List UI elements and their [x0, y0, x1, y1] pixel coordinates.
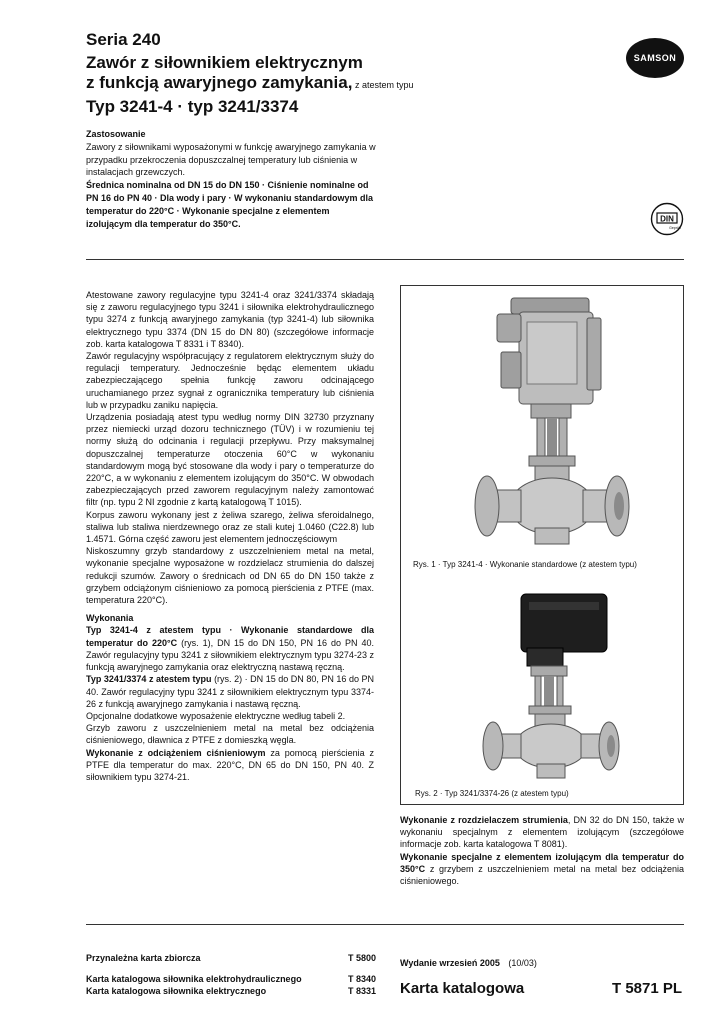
title-line-2 — [86, 73, 413, 93]
version-2-text: (rys. 2) · DN 15 do DN 80, PN 16 do PN 40. Zawór regulacyjny typu 3241 z siłownikiem elektrycznym typu 3374-26 z funkcją awaryjnego zamykania i nastawą ręczną. — [86, 674, 374, 709]
footer-row-collective — [86, 952, 376, 965]
right-paragraph-1-text: , DN 32 do DN 150, także w wykonaniu specjalnym z elementem izolującym (szczegółowe informacje zob. karta katalogowa T 8081). — [400, 815, 684, 850]
application-text: Zawory z siłownikami wyposażonymi w funkcję awaryjnego zamykania w przypadku przekroczenia dopuszczalnej temperatury lub ciśnienia w instalacjach grzewczych. — [86, 141, 376, 178]
paragraph-5: Niskoszumny grzyb standardowy z uszczelnieniem metal na metal, wykonanie specjalne wyposażone w rozdzielacz strumienia do dalszej redukcji szumów. Zawory o średnicach od DN 65 do DN 150 także z grzybem odciążonym ciśnieniowo za pomocą pierścienia z PTFE (max. temperatura 220°C). — [86, 546, 374, 606]
version-3-bold: Wykonanie z odciążeniem ciśnieniowym — [86, 747, 266, 758]
footer-row-electric — [86, 985, 376, 998]
paragraph-3: Urządzenia posiadają atest typu według normy DIN 32730 przyznany przez niemiecki urząd dozoru technicznego (TÜV) i w rozumieniu tej normy służą do odcinania i regulacji przepływu. Przy maksymalnej dopuszczalnej temperaturze otoczenia 60°C w wykonaniu standardowym mogą być stosowane dla wody i pary o temperaturze do 220°C, a w wykonaniu z elementem izolującym do 350°C. W obwodach zabezpieczających przed zaworem regulacyjnym należy zamontować filtr (np. typu 2 NI zgodnie z kartą katalogową T 1015). — [86, 412, 374, 508]
version-1 — [86, 624, 374, 673]
title-line-1: Zawór z siłownikiem elektrycznym — [86, 53, 363, 72]
version-2-bold: Typ 3241/3374 z atestem typu — [86, 674, 212, 685]
right-paragraph-2-text: z grzybem z uszczelnieniem metal na metal bez odciążenia ciśnieniowego. — [400, 863, 684, 887]
paragraph-7: Grzyb zaworu z uszczelnieniem metal na metal bez odciążenia ciśnieniowego, dławnica z PTFE z domieszką węgla. — [86, 723, 374, 746]
main-text-column — [86, 289, 374, 783]
edition-code: (10/03) — [508, 958, 537, 968]
version-2 — [86, 673, 374, 710]
footer-references — [86, 952, 376, 998]
application-heading: Zastosowanie — [86, 129, 146, 139]
valve-3241-4-image — [441, 292, 645, 554]
electrohydraulic-code: T 8340 — [347, 973, 376, 984]
figure-box — [400, 285, 684, 805]
edition-date: Wydanie wrzesień 2005 — [400, 958, 500, 968]
right-paragraph-2 — [400, 851, 684, 888]
version-3 — [86, 747, 374, 784]
title-suffix: z atestem typu — [352, 80, 414, 90]
samson-logo — [626, 38, 684, 78]
footer-row-electrohydraulic — [86, 973, 376, 986]
valve-3241-3374-image — [471, 588, 651, 784]
din-text: DIN — [660, 214, 674, 224]
application-section — [86, 128, 378, 230]
right-paragraph-2-bold: Wykonanie specjalne z elementem izolującym dla temperatur do 350°C — [400, 851, 684, 874]
paragraph-2: Zawór regulacyjny współpracujący z regulatorem elektrycznym służy do regulacji temperatury. Jednocześnie będąc elementem układu zabezpieczającego spełnia funkcję zaworu odcinającego uruchamianego przez sygnał z ogranicznika temperatury lub ciśnienia lub w przypadku zaniku napięcia. — [86, 351, 374, 410]
din-subtext: Geprüft — [669, 226, 681, 230]
electric-label: Karta katalogowa siłownika elektrycznego — [86, 986, 267, 997]
version-1-text: (rys. 1), DN 15 do DN 150, PN 16 do PN 40. Zawór regulacyjny typu 3241 z siłownikiem elektrycznym typu 3274-23 z funkcją awaryjnego zamykania oraz elektryczną nastawą ręczną. — [86, 637, 375, 673]
paragraph-6: Opcjonalne dodatkowe wyposażenie elektryczne według tabeli 2. — [86, 710, 346, 721]
application-specs: Średnica nominalna od DN 15 do DN 150 · Ciśnienie nominalne od PN 16 do PN 40 · Dla wody i pary · W wykonaniu standardowym dla temperatur do 220°C · Wykonanie specjalne z elementem izolującym dla temperatur do 350°C. — [86, 180, 374, 229]
figure-1-caption: Rys. 1 · Typ 3241-4 · Wykonanie standardowe (z atestem typu) — [413, 560, 637, 569]
din-certification-icon — [650, 202, 684, 236]
collective-label: Przynależna karta zbiorcza — [86, 953, 201, 963]
edition-info — [400, 958, 684, 968]
collective-code: T 5800 — [347, 953, 376, 963]
version-1-bold: Typ 3241-4 z atestem typu · Wykonanie standardowe dla temperatur do 220°C — [86, 625, 374, 648]
logo-text: SAMSON — [633, 53, 677, 63]
versions-heading: Wykonania — [86, 613, 134, 624]
right-text-column — [400, 814, 684, 887]
electric-code: T 8331 — [347, 986, 376, 997]
document-code: T 5871 PL — [612, 980, 683, 997]
divider-bottom — [86, 924, 684, 925]
paragraph-1: Atestowane zawory regulacyjne typu 3241-4 oraz 3241/3374 składają się z zaworu regulacyjnego typu 3241 i siłownika elektrohydraulicznego typu 3274 z funkcją awaryjnego zamykania (typ 3241-4) lub siłownika elektrycznego typu 3374 (DN 15 do DN 80) (szczegółowe informacje zob. karta katalogowa T 8331 i T 8340). — [86, 290, 374, 349]
document-title: Karta katalogowa — [400, 980, 525, 997]
figure-2-caption: Rys. 2 · Typ 3241/3374-26 (z atestem typu) — [415, 789, 569, 798]
divider-top — [86, 259, 684, 260]
electrohydraulic-label: Karta katalogowa siłownika elektrohydraulicznego — [86, 973, 302, 984]
version-3-text: za pomocą pierścienia z PTFE dla temperatur do max. 220°C, DN 65 do DN 150, PN 40. Z siłownikiem typu 3274-21. — [86, 747, 374, 782]
series-title: Seria 240 — [86, 30, 161, 49]
title-line-2-text: z funkcją awaryjnego zamykania, — [86, 73, 353, 92]
right-paragraph-1 — [400, 814, 684, 851]
paragraph-4: Korpus zaworu wykonany jest z żeliwa szarego, żeliwa sferoidalnego, staliwa lub staliwa nierdzewnego oraz ze stali kutej 1.0460 (C22.8) lub 1.4571. Górna część zaworu jest elementem jednoczęściowym — [86, 509, 374, 545]
right-paragraph-1-bold: Wykonanie z rozdzielaczem strumienia — [400, 815, 568, 825]
type-line: Typ 3241-4 · typ 3241/3374 — [86, 97, 299, 116]
